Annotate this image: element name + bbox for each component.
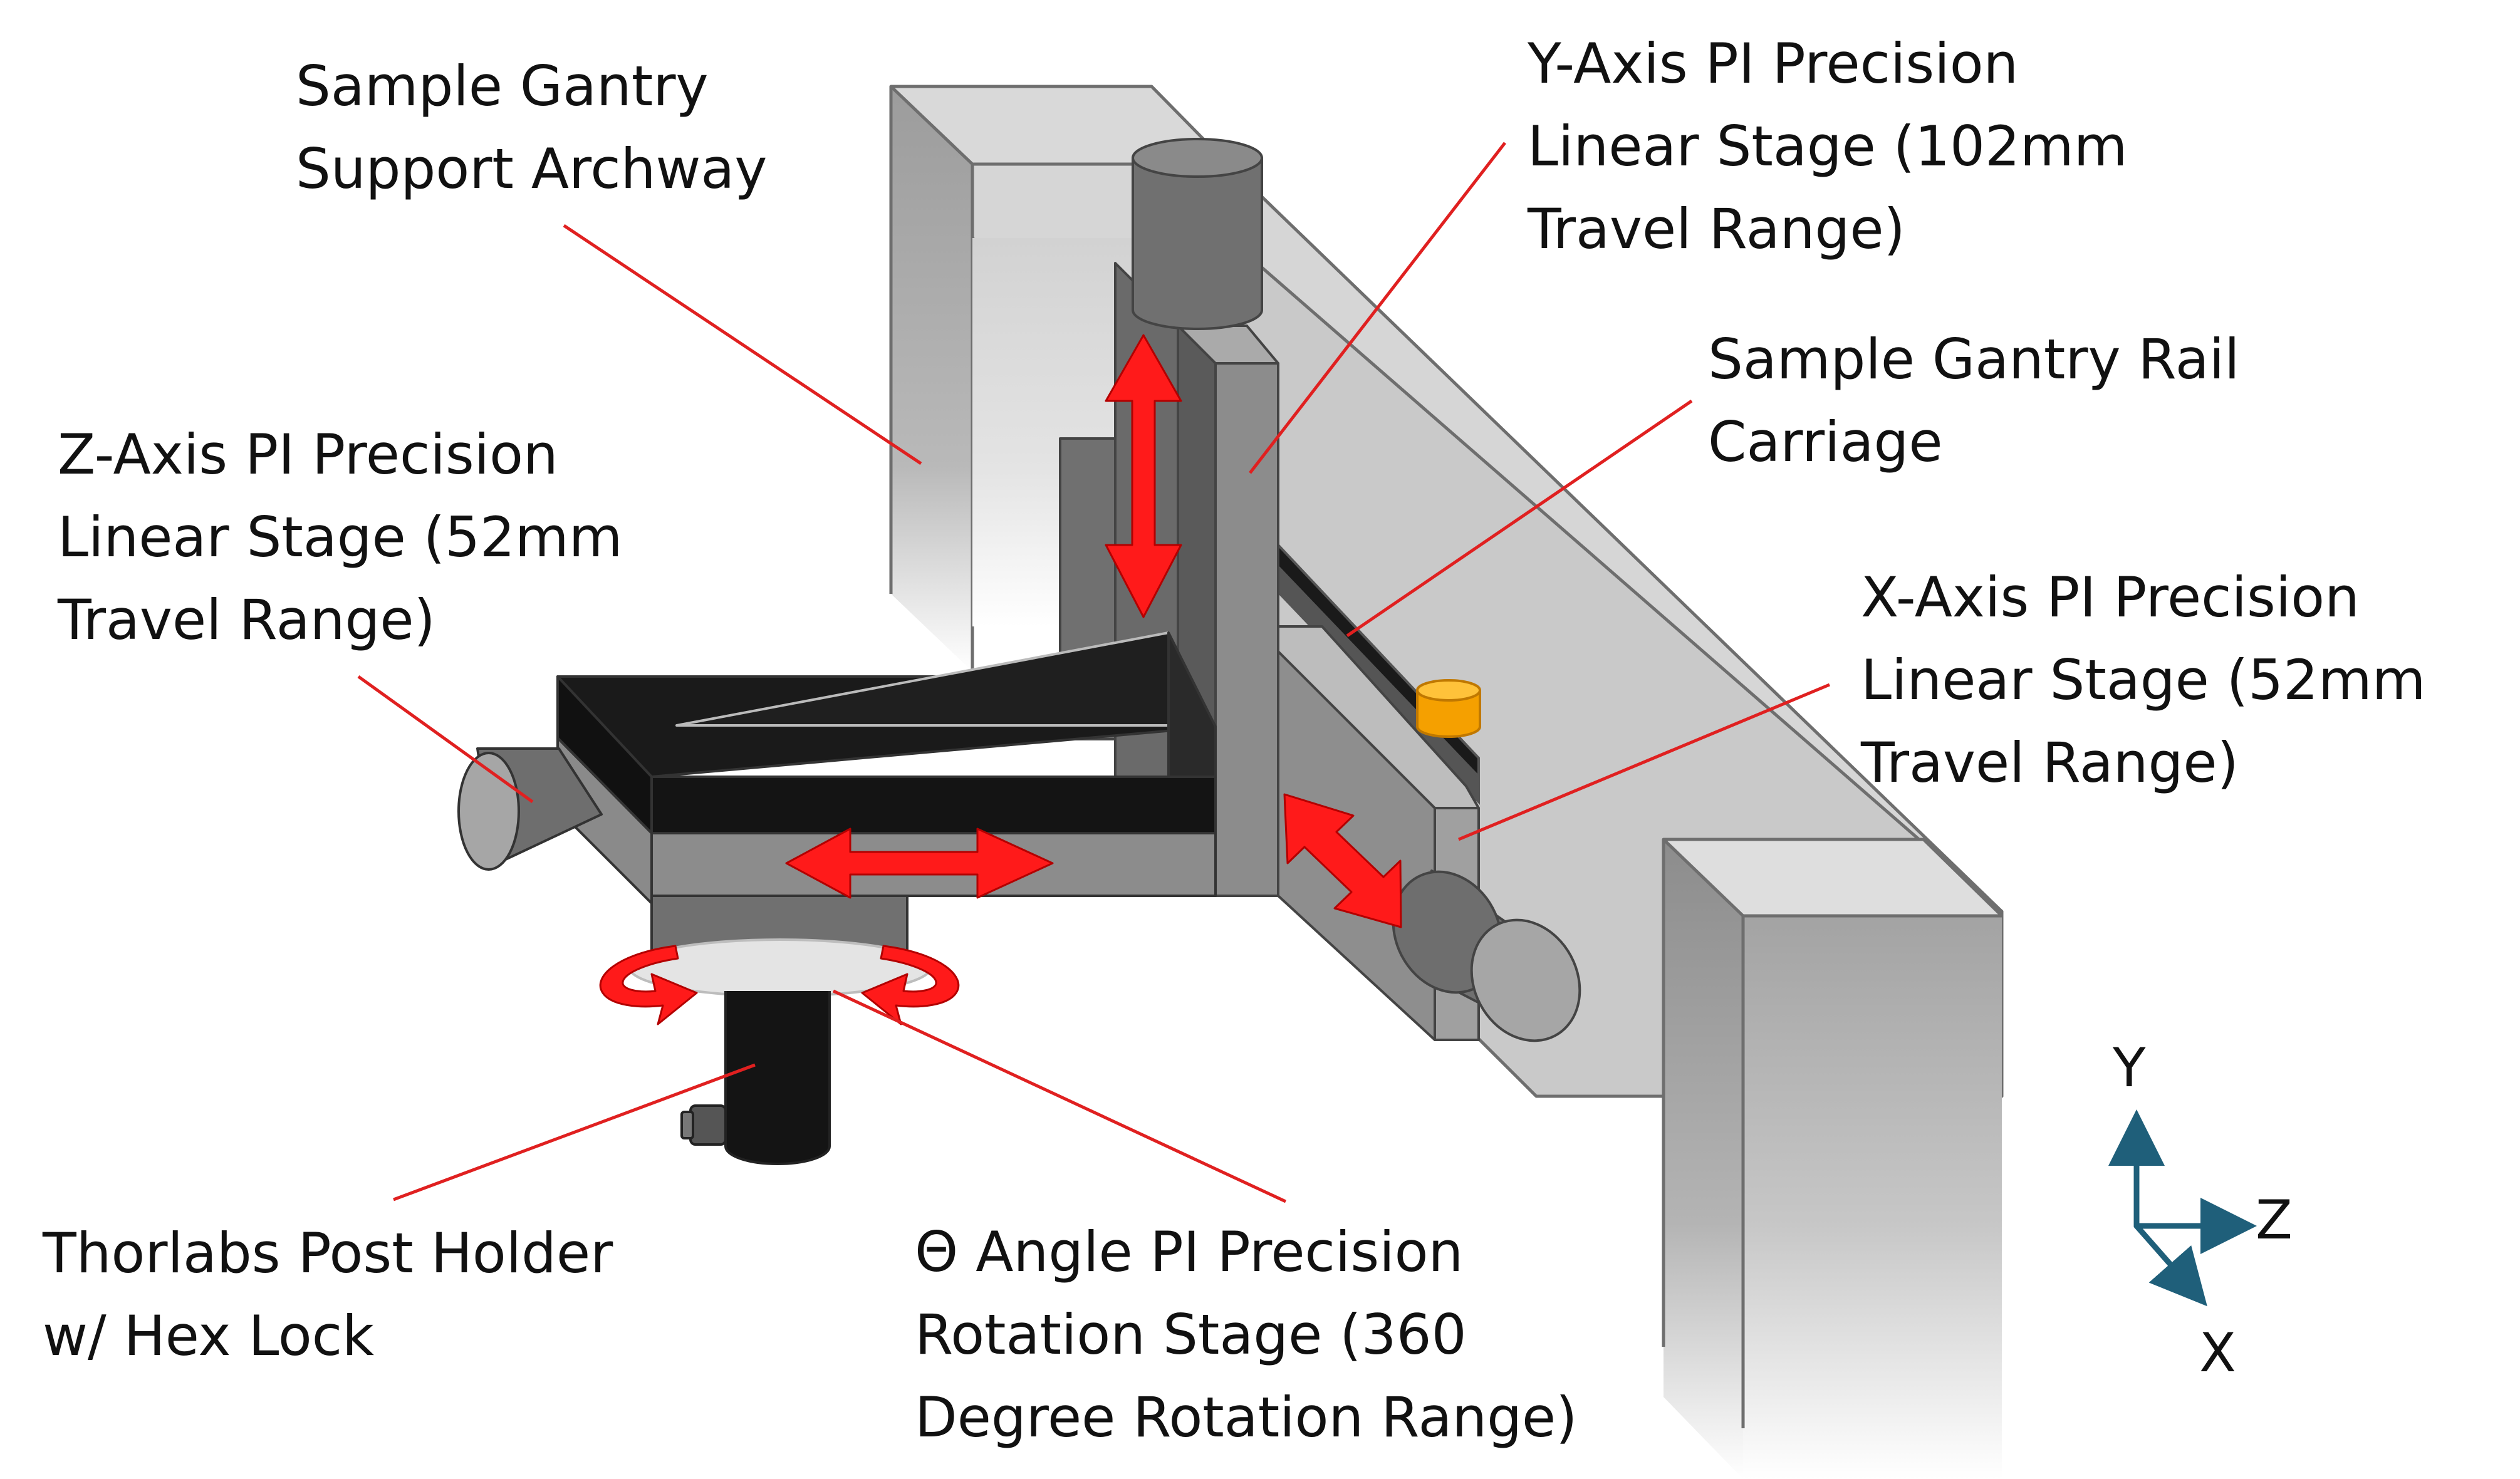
y-stage-motor-top: [1133, 139, 1262, 177]
label-rail-carriage: [1708, 318, 2240, 484]
label-line: Sample Gantry Rail: [1708, 327, 2240, 392]
hex-lock-icon: [690, 1106, 726, 1144]
label-line: Y-Axis PI Precision: [1528, 31, 2019, 96]
label-line: Linear Stage (52mm: [1861, 648, 2426, 712]
axis-label-z: Z: [2256, 1189, 2293, 1252]
label-y-axis-stage: [1528, 23, 2127, 271]
label-line: Support Archway: [296, 137, 768, 201]
y-stage-front-column: [1216, 363, 1278, 896]
label-line: Degree Rotation Range): [915, 1385, 1578, 1450]
label-line: Sample Gantry: [296, 54, 709, 118]
axes-indicator: [2137, 1126, 2240, 1294]
label-line: X-Axis PI Precision: [1861, 565, 2360, 630]
label-line: Travel Range): [1528, 197, 1905, 261]
label-z-axis-stage: [58, 413, 622, 662]
archway-right-upright-front: [1743, 916, 2002, 1479]
label-post-holder: [43, 1212, 613, 1378]
label-line: Thorlabs Post Holder: [43, 1221, 613, 1285]
post-holder-tube: [726, 991, 830, 1164]
label-gantry-archway: [296, 45, 767, 210]
orange-knob-top: [1417, 680, 1480, 700]
x-axis-arrow-icon: [2137, 1226, 2196, 1294]
label-rotation-stage: [915, 1211, 1578, 1459]
archway-left-upright-side: [891, 86, 972, 672]
post-holder: [682, 991, 830, 1164]
label-line: Θ Angle PI Precision: [915, 1220, 1464, 1284]
archway-right-upright-side: [1664, 839, 1743, 1479]
axis-label-x: X: [2199, 1322, 2236, 1384]
label-line: Z-Axis PI Precision: [58, 422, 558, 487]
label-line: Travel Range): [1861, 730, 2239, 795]
hex-lock-tip: [682, 1112, 693, 1138]
label-line: Linear Stage (102mm: [1528, 114, 2128, 179]
z-stage-black-front: [652, 777, 1216, 833]
label-x-axis-stage: [1861, 556, 2425, 804]
leader-z-stage: [358, 677, 533, 802]
label-line: Carriage: [1708, 410, 1943, 474]
label-line: w/ Hex Lock: [43, 1304, 375, 1368]
label-line: Linear Stage (52mm: [58, 505, 623, 569]
axis-label-y: Y: [2113, 1037, 2146, 1099]
label-line: Travel Range): [58, 588, 435, 652]
label-line: Rotation Stage (360: [915, 1302, 1467, 1367]
y-stage-motor: [1133, 158, 1262, 329]
leader-rotation-stage: [833, 991, 1286, 1201]
